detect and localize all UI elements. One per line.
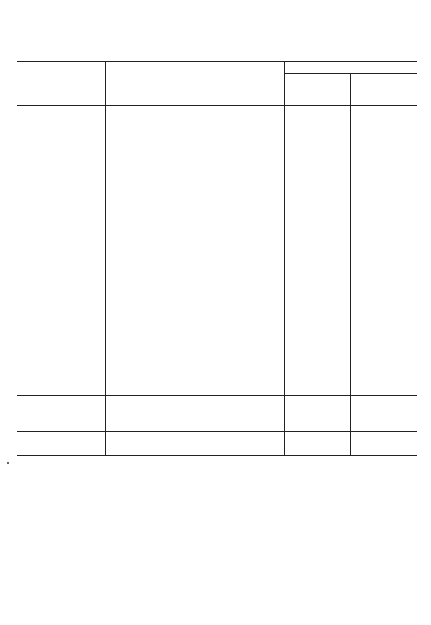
- table-top-rule: [17, 61, 417, 62]
- ink-speck: [7, 462, 9, 464]
- group-column-rule: [105, 61, 106, 455]
- p3-bottom-rule: [17, 431, 417, 432]
- inspection-table: [17, 61, 417, 456]
- header-bottom-rule: [17, 105, 417, 106]
- kinds-column-rule: [284, 61, 285, 455]
- tech-column-rule: [350, 73, 351, 455]
- table-bottom-rule: [17, 455, 417, 456]
- p2-bottom-rule: [17, 395, 417, 396]
